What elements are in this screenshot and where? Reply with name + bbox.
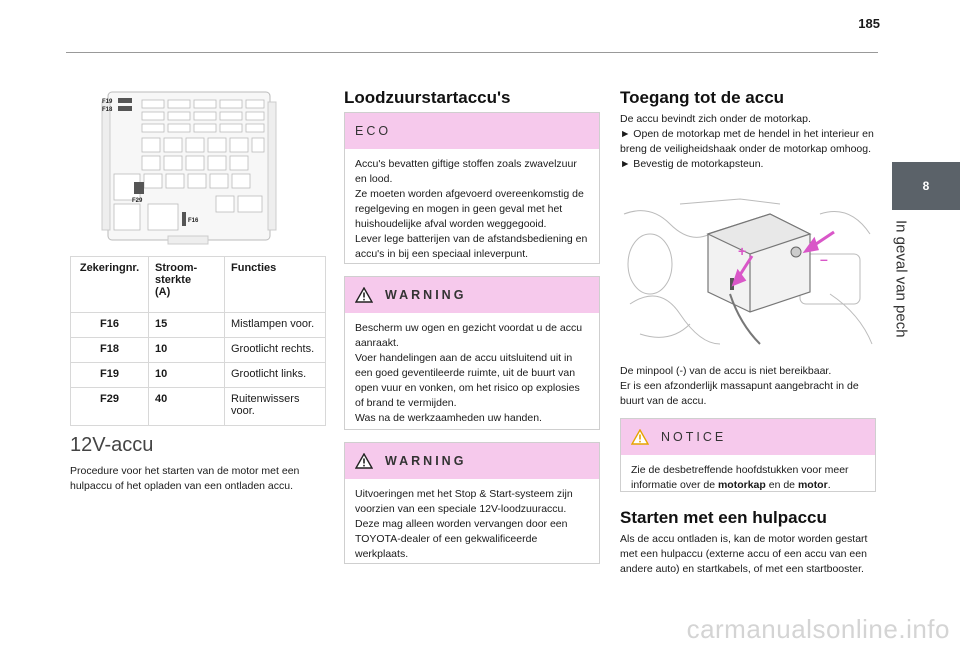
notice-bold-hood: motorkap [717,479,766,491]
warning-box-1 [344,276,600,430]
warning-label-2: WARNING [385,454,467,468]
eco-band [345,113,599,149]
column-left [70,66,328,506]
warning-band-2 [345,443,599,479]
access-step-1: ► Open de motorkap met de hendel in het interieur en breng de veiligheidshaak onder de motorkap omhoog. [620,128,874,155]
warning-text-1: Bescherm uw ogen en gezicht voordat u de accu aanraakt. Voer handelingen aan de accu uitsluitend uit in een goed geventileerde ruimte, uit de buurt van open vuur en vonken, om het risico op explosies of brand te vermijden. Was na de werkzaamheden uw handen. [355,322,583,424]
watermark: carmanualsonline.info [686,614,950,644]
fuse-label-f19: F19 [102,99,113,105]
fuse-label-f18: F18 [102,107,113,113]
notice-label: NOTICE [661,430,727,444]
section-12v-title: 12V-accu [70,434,154,456]
cell-amp: 40 [149,388,225,426]
table-row [71,338,326,363]
header-fuse-number: Zekeringnr. [71,257,149,313]
page-number: 185 [858,16,880,31]
warning-band-1 [345,277,599,313]
cell-function: Grootlicht rechts. [225,338,326,363]
section-jump-title: Starten met een hulpaccu [620,508,827,527]
eco-text: Accu's bevatten giftige stoffen zoals zwavelzuur en lood. Ze moeten worden afgevoerd overeenkomstig de regelgeving en mogen in geen geval met het huishoudelijke afval worden weggegooid. Lever lege batterijen van de afstandsbediening en accu's in bij een speciaal inleverpunt. [355,158,588,260]
table-row [71,388,326,426]
section-access-title: Toegang tot de accu [620,88,785,107]
eco-label: ECO [355,124,392,138]
fuse-box-diagram [98,86,280,246]
fuse-label-f29: F29 [132,198,143,204]
cell-fuse: F29 [71,388,149,426]
cell-amp: 10 [149,363,225,388]
access-step-2: ► Bevestig de motorkapsteun. [620,158,764,170]
section-access-after: De minpool (-) van de accu is niet bereikbaar. Er is een afzonderlijk massapunt aangebracht in de buurt van de accu. [620,365,859,407]
eco-box [344,112,600,264]
section-12v-text: Procedure voor het starten van de motor met een hulpaccu of het opladen van een ontladen accu. [70,465,300,492]
minus-symbol: – [820,251,828,267]
fuse-label-f16: F16 [188,218,199,224]
notice-box [620,418,876,492]
warning-label-1: WARNING [385,288,467,302]
cell-fuse: F19 [71,363,149,388]
table-row [71,363,326,388]
chapter-title: In geval van pech [892,220,910,338]
notice-band [621,419,875,455]
engine-bay-illustration [620,194,876,359]
column-right [620,66,878,606]
cell-function: Mistlampen voor. [225,313,326,338]
notice-bold-engine: motor [797,479,828,491]
header-functions: Functies [225,257,326,313]
notice-text [621,455,875,501]
warning-text-2: Uitvoeringen met het Stop & Start-systeem zijn voorzien van een speciale 12V-loodzuuraccu. Deze mag alleen worden vervangen door een TOYOTA-dealer of een gekwalificeerde werkplaats. [355,488,573,560]
cell-fuse: F18 [71,338,149,363]
warning-triangle-icon [355,453,373,469]
header-amperage: Stroom- sterkte (A) [149,257,225,313]
cell-amp: 15 [149,313,225,338]
fuse-table-header [71,257,326,313]
cell-function: Grootlicht links. [225,363,326,388]
section-lead-title: Loodzuurstartaccu's [344,88,511,107]
plus-symbol: + [738,243,747,259]
cell-amp: 10 [149,338,225,363]
table-row [71,313,326,338]
cell-fuse: F16 [71,313,149,338]
notice-triangle-icon [631,429,649,445]
notice-text-mid: en de [765,479,798,491]
chapter-number: 8 [922,179,930,193]
notice-text-before: Zie de desbetreffende hoofdstukken voor meer informatie over de [631,464,849,491]
notice-text-after: . [827,479,831,491]
header-rule [66,52,878,53]
section-access-intro [620,112,876,172]
warning-triangle-icon [355,287,373,303]
cell-function: Ruitenwissers voor. [225,388,326,426]
chapter-tab [892,162,960,210]
warning-box-2 [344,442,600,564]
fuse-table [70,256,326,426]
column-middle [344,66,602,566]
access-intro-line: De accu bevindt zich onder de motorkap. [620,113,811,125]
section-jump-text: Als de accu ontladen is, kan de motor worden gestart met een hulpaccu (externe accu of een accu van een andere auto) en startkabels, of met een startbooster. [620,533,868,575]
